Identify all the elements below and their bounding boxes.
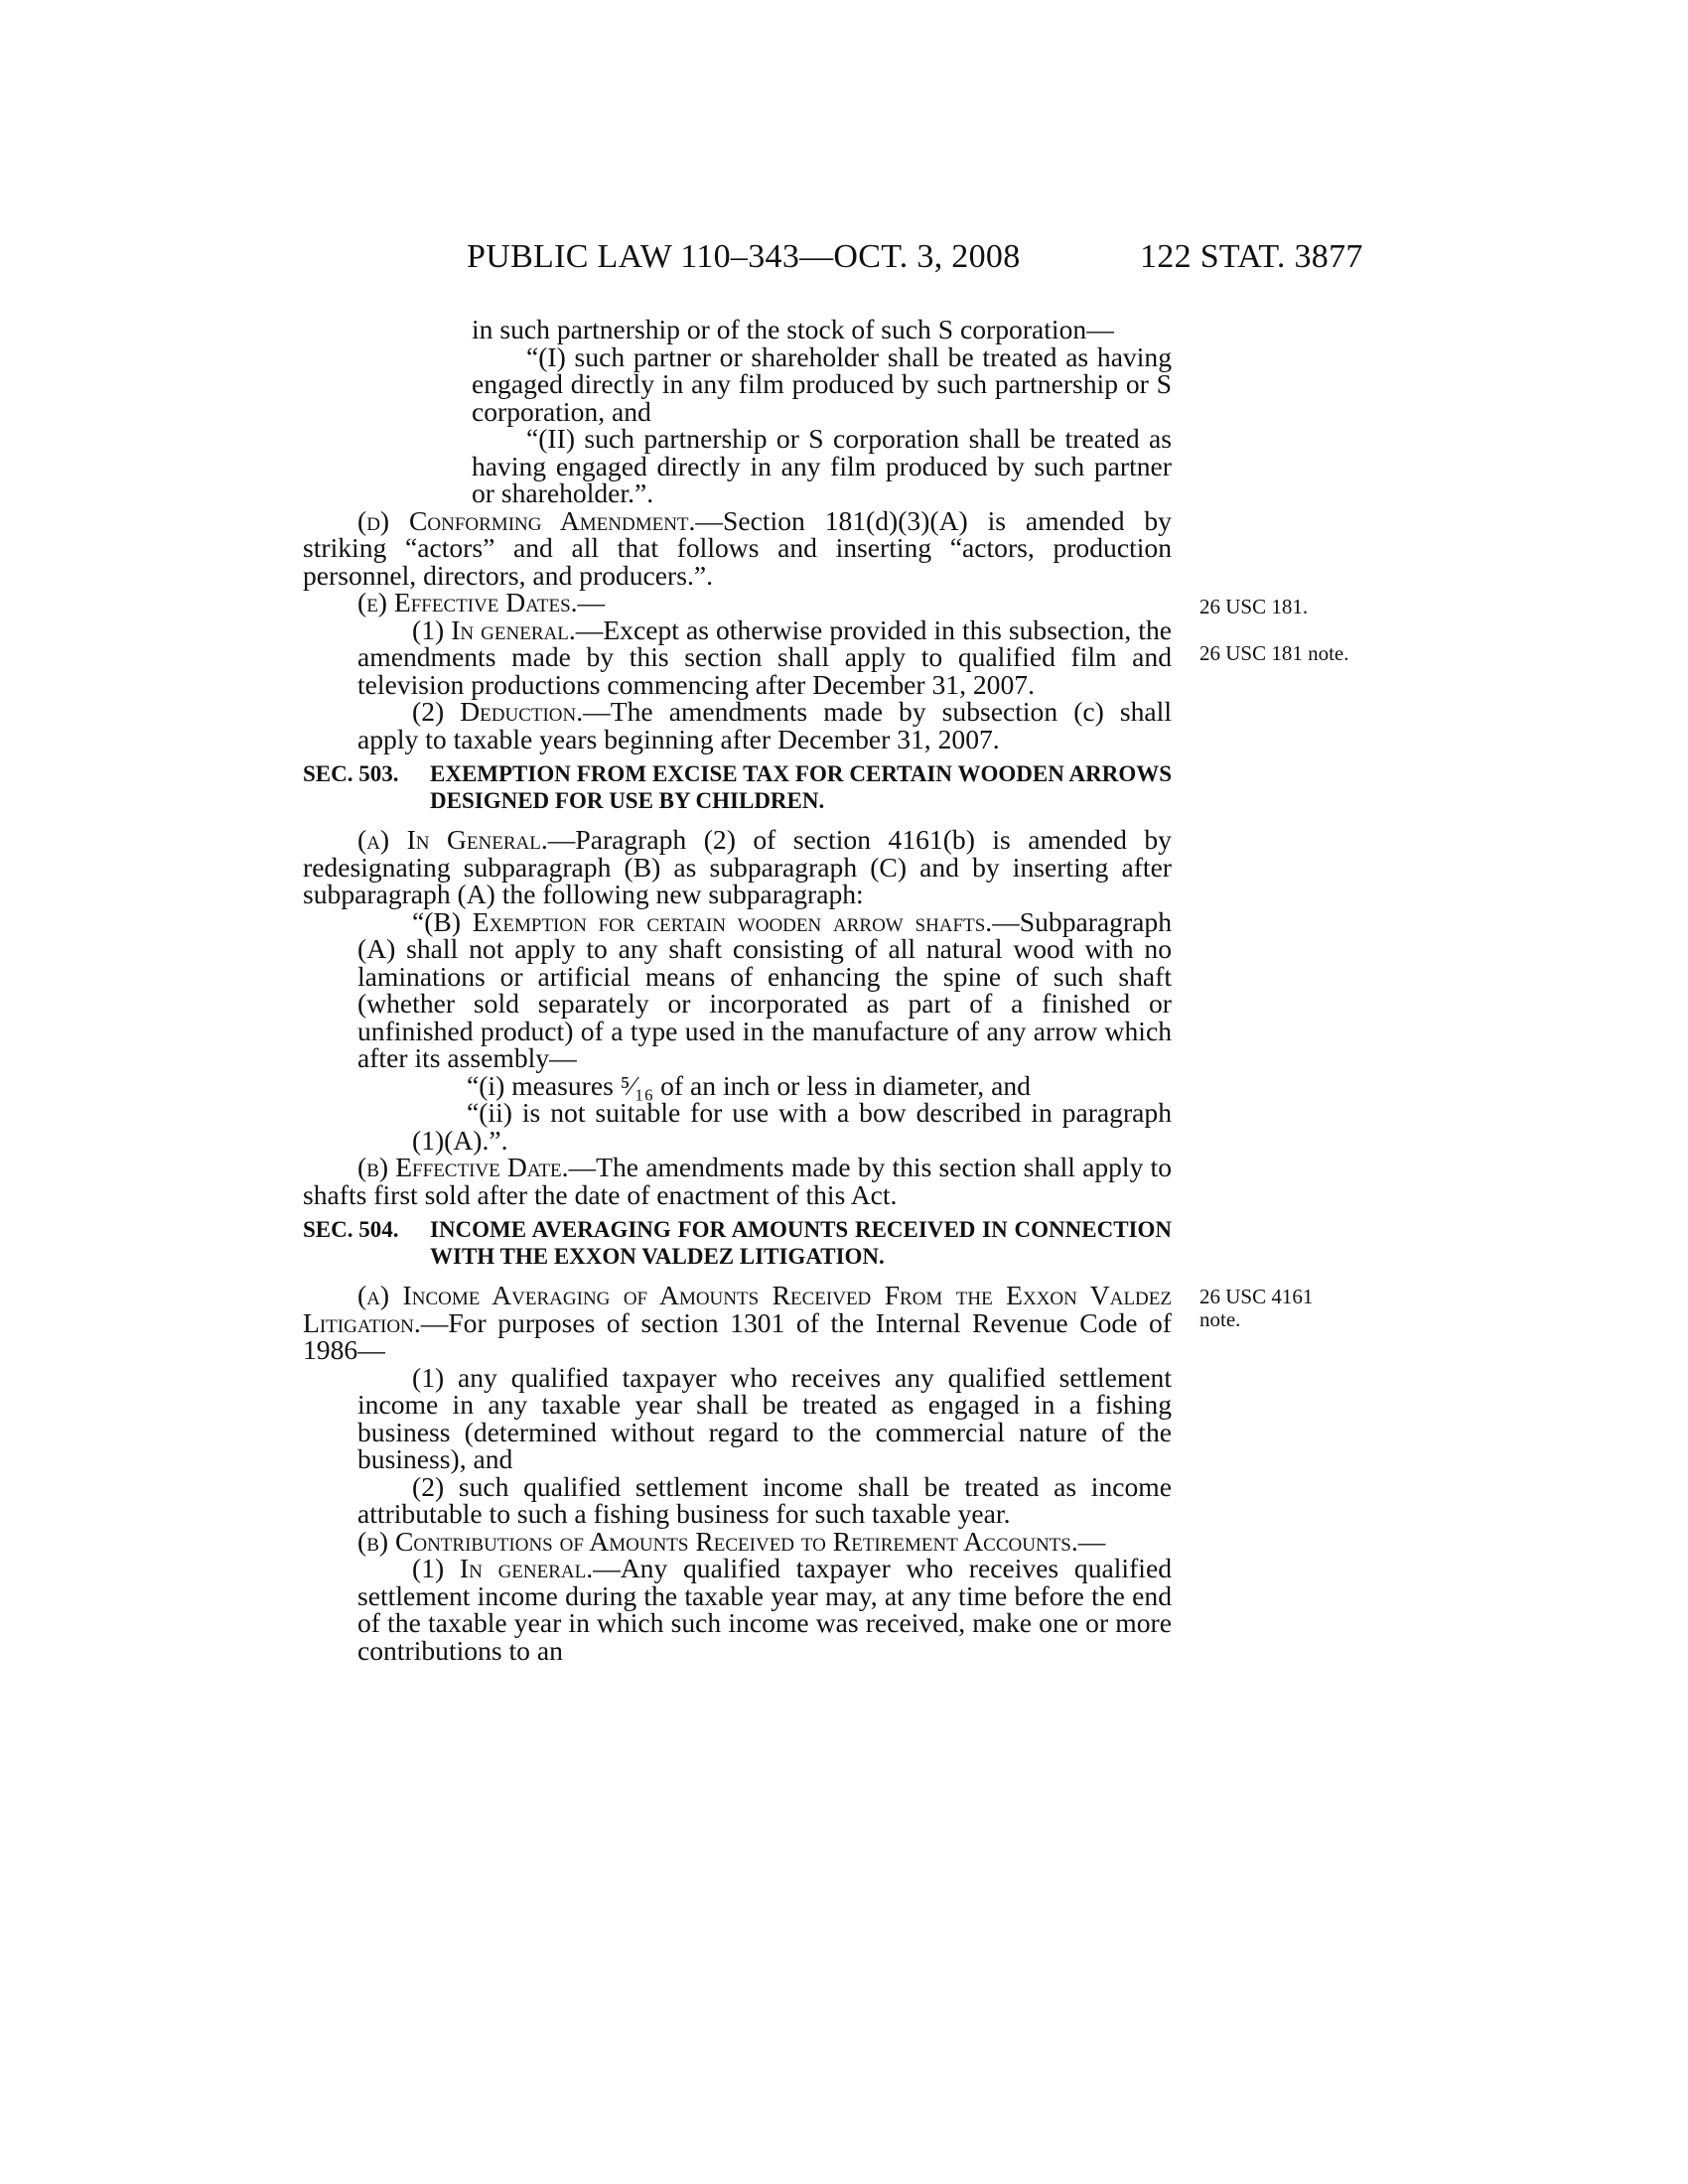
subsection-heading: (e) Effective Dates. bbox=[357, 587, 578, 617]
subsection-heading: (1) In general. bbox=[412, 1553, 594, 1583]
subsection-heading: (b) Contributions of Amounts Received to Retirement Accounts. bbox=[357, 1525, 1078, 1557]
paragraph bbox=[303, 1282, 1172, 1364]
paragraph bbox=[303, 316, 1172, 343]
paragraph bbox=[303, 343, 1172, 426]
paragraph-text: —Section 181(d)(3)(A) is amended by striking “actors” and all that follows and inserting “actors, production personnel, directors, and producers.”. bbox=[303, 504, 1172, 591]
paragraph-text: — bbox=[577, 587, 606, 617]
paragraph bbox=[303, 1525, 1172, 1557]
paragraph-text: —Any qualified taxpayer who receives qualified settlement income during the taxable year may, at any time before the end of the taxable year in which such income was received, make one or more contributions to an bbox=[357, 1553, 1172, 1666]
margin-note: 26 USC 181. bbox=[1199, 595, 1309, 618]
paragraph bbox=[303, 1099, 1172, 1154]
paragraph bbox=[303, 589, 1172, 616]
running-head: PUBLIC LAW 110–343—OCT. 3, 2008 bbox=[467, 238, 1021, 275]
paragraph bbox=[303, 425, 1172, 507]
paragraph-text: (2) such qualified settlement income shall be treated as income attributable to such a fishing business for such taxable year. bbox=[357, 1470, 1172, 1529]
paragraph-text: EXEMPTION FROM EXCISE TAX FOR CERTAIN WOODEN ARROWS DESIGNED FOR USE BY CHILDREN. bbox=[430, 761, 1172, 813]
paragraph-text: —Subparagraph (A) shall not apply to any shaft consisting of all natural wood with no laminations or artificial means of enhancing the spine of such shaft (whether sold separately or incorporated as part of a finished or unfinished product) of a type used in the manufacture of any arrow which after its assembly— bbox=[357, 905, 1172, 1073]
subsection-heading: (d) Conforming Amendment. bbox=[357, 504, 696, 536]
statute-page-number: 122 STAT. 3877 bbox=[1140, 238, 1363, 275]
paragraph-text: —Paragraph (2) of section 4161(b) is amended by redesignating subparagraph (B) as subparagraph (C) and by inserting after subparagraph (A) the following new subparagraph: bbox=[303, 824, 1172, 909]
section-heading bbox=[303, 760, 1172, 814]
paragraph-text: (1) any qualified taxpayer who receives any qualified settlement income in any taxable year shall be treated as engaged in a fishing business (determined without regard to the commercial nature of the business), and bbox=[357, 1361, 1172, 1474]
paragraph-text: —For purposes of section 1301 of the Internal Revenue Code of 1986— bbox=[303, 1306, 1172, 1365]
subsection-heading: (1) In general. bbox=[412, 614, 576, 645]
document-body bbox=[303, 316, 1172, 1664]
subsection-heading: “(B) Exemption for certain wooden arrow shafts. bbox=[412, 905, 993, 937]
subsection-heading: (a) Income Averaging of Amounts Received From the Exxon Valdez Litigation. bbox=[303, 1280, 1172, 1338]
paragraph-text: INCOME AVERAGING FOR AMOUNTS RECEIVED IN CONNECTION WITH THE EXXON VALDEZ LITIGATION. bbox=[430, 1217, 1172, 1269]
section-number: SEC. 504. bbox=[303, 1217, 399, 1242]
margin-note: 26 USC 181 note. bbox=[1199, 641, 1349, 665]
subsection-heading: (b) Effective Date. bbox=[357, 1152, 569, 1182]
paragraph bbox=[303, 1154, 1172, 1208]
section-heading bbox=[303, 1216, 1172, 1270]
paragraph-text: “(II) such partnership or S corporation shall be treated as having engaged directly in any film produced by such partner or shareholder.”. bbox=[472, 423, 1172, 508]
paragraph-text: — bbox=[1077, 1525, 1106, 1557]
paragraph-text: “(i) measures ⁵⁄₁₆ of an inch or less in diameter, and bbox=[467, 1069, 1031, 1101]
paragraph bbox=[303, 1470, 1172, 1529]
paragraph bbox=[303, 616, 1172, 699]
paragraph bbox=[303, 1361, 1172, 1474]
paragraph bbox=[303, 1555, 1172, 1664]
subsection-heading: (a) In General. bbox=[357, 824, 548, 855]
paragraph bbox=[303, 504, 1172, 591]
paragraph-text: in such partnership or of the stock of such S corporation— bbox=[472, 314, 1114, 344]
subsection-heading: (2) Deduction. bbox=[412, 696, 584, 727]
paragraph bbox=[303, 905, 1172, 1073]
paragraph-text: —The amendments made by this section shall apply to shafts first sold after the date of enactment of this Act. bbox=[303, 1152, 1173, 1210]
paragraph bbox=[303, 826, 1172, 908]
paragraph-text: —Except as otherwise provided in this subsection, the amendments made by this section shall apply to qualified film and television productions commencing after December 31, 2007. bbox=[357, 614, 1173, 700]
paragraph-text: “(ii) is not suitable for use with a bow described in paragraph (1)(A).”. bbox=[412, 1097, 1172, 1156]
margin-note: 26 USC 4161 note. bbox=[1199, 1285, 1314, 1331]
paragraph-text: “(I) such partner or shareholder shall be treated as having engaged directly in any film produced by such partnership or S corporation, and bbox=[472, 341, 1172, 427]
paragraph bbox=[303, 698, 1172, 752]
paragraph-text: —The amendments made by subsection (c) shall apply to taxable years beginning after December 31, 2007. bbox=[357, 696, 1172, 754]
section-number: SEC. 503. bbox=[303, 761, 399, 786]
paragraph bbox=[303, 1069, 1172, 1101]
